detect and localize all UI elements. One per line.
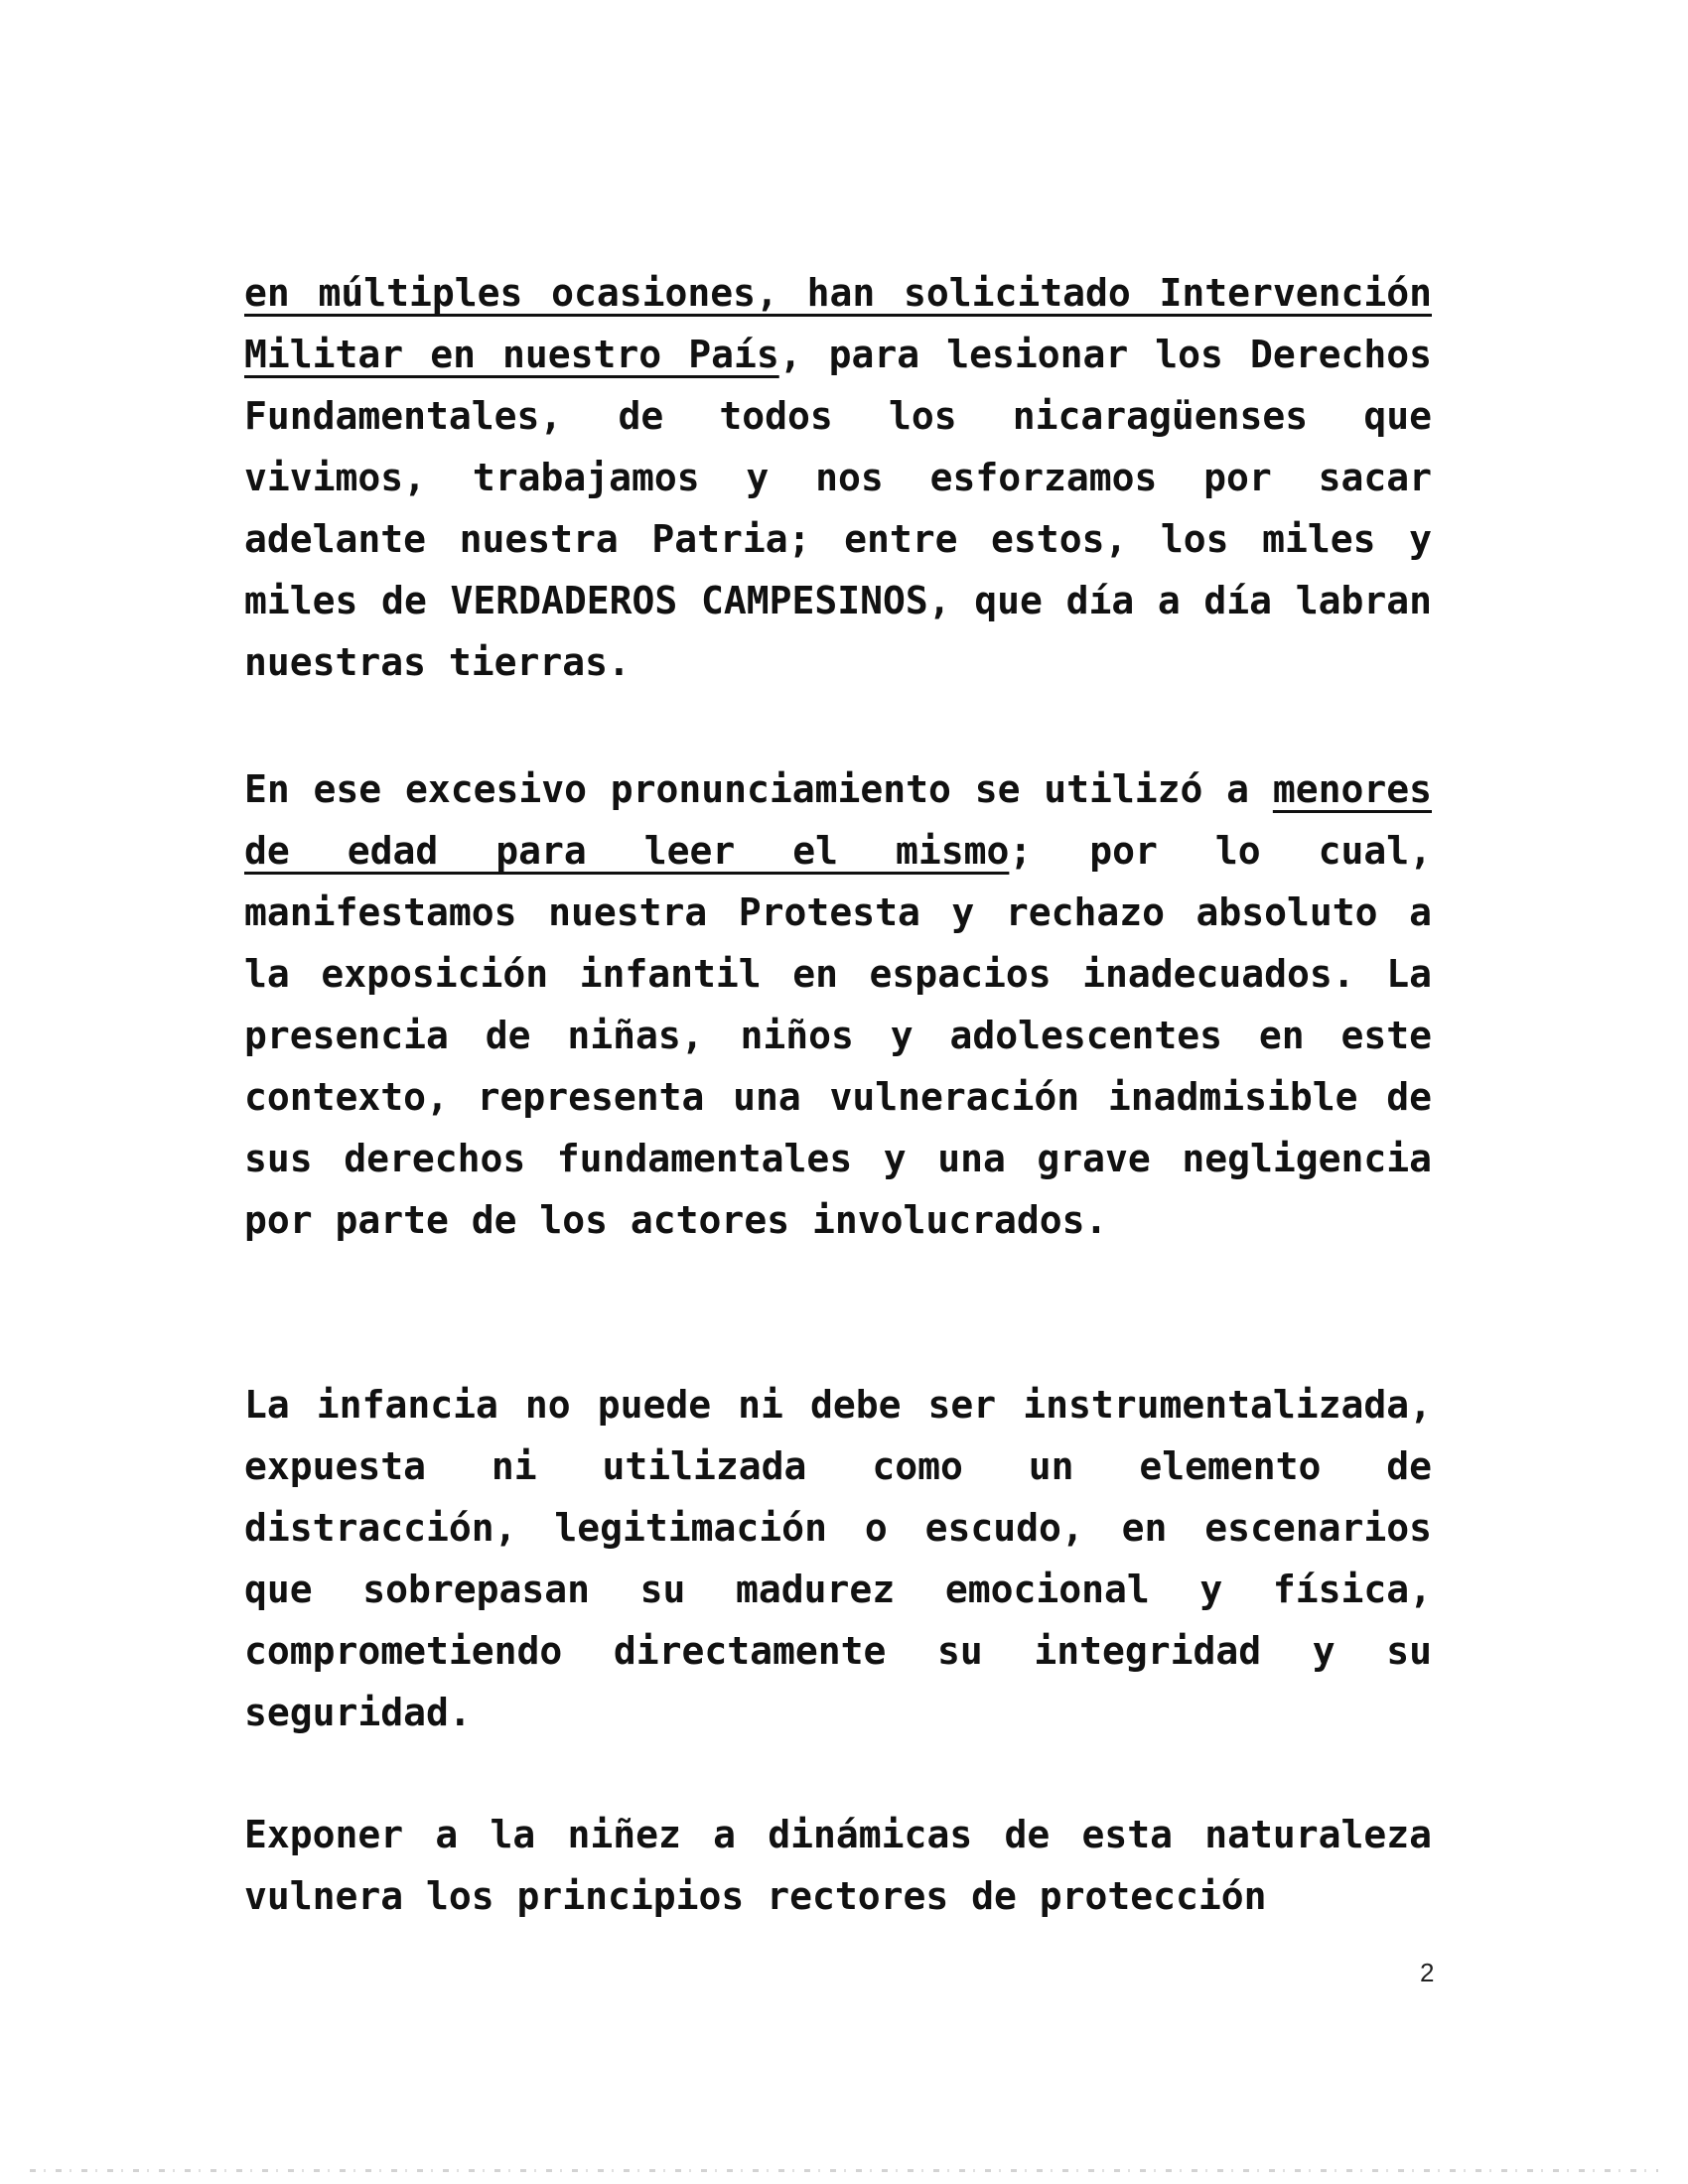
paragraph-2 bbox=[244, 758, 1432, 1251]
paragraph-text: , para lesionar los Derechos Fundamentales, de todos los nicaragüenses que vivimos, trabajamos y nos esforzamos por sacar adelante nuestra Patria; entre estos, los miles y miles de VERDADEROS CAMPESINOS, que día a día labran nuestras tierras. bbox=[244, 333, 1432, 684]
paragraph-text: La infancia no puede ni debe ser instrumentalizada, expuesta ni utilizada como un elemento de distracción, legitimación o escudo, en escenarios que sobrepasan su madurez emocional y física, comprometiendo directamente su integridad y su seguridad. bbox=[244, 1383, 1432, 1734]
underlined-text: menores de edad para leer el mismo bbox=[244, 767, 1432, 873]
underlined-text: en múltiples ocasiones, han solicitado Intervención Militar en nuestro País bbox=[244, 271, 1432, 376]
paragraph-text: En ese excesivo pronunciamiento se utilizó a bbox=[244, 767, 1273, 811]
paragraph-text: ; por lo cual, manifestamos nuestra Protesta y rechazo absoluto a la exposición infantil en espacios inadecuados. La presencia de niñas, niños y adolescentes en este contexto, representa una vulneración inadmisible de sus derechos fundamentales y una grave negligencia por parte de los actores involucrados. bbox=[244, 829, 1432, 1242]
paragraph-3 bbox=[244, 1374, 1432, 1743]
paragraph-1 bbox=[244, 262, 1432, 693]
page-number: 2 bbox=[1420, 1958, 1435, 1987]
paragraph-text: Exponer a la niñez a dinámicas de esta naturaleza vulnera los principios rectores de protección bbox=[244, 1813, 1432, 1918]
paragraph-4 bbox=[244, 1804, 1432, 1927]
scan-artifact-line bbox=[30, 2169, 1658, 2172]
